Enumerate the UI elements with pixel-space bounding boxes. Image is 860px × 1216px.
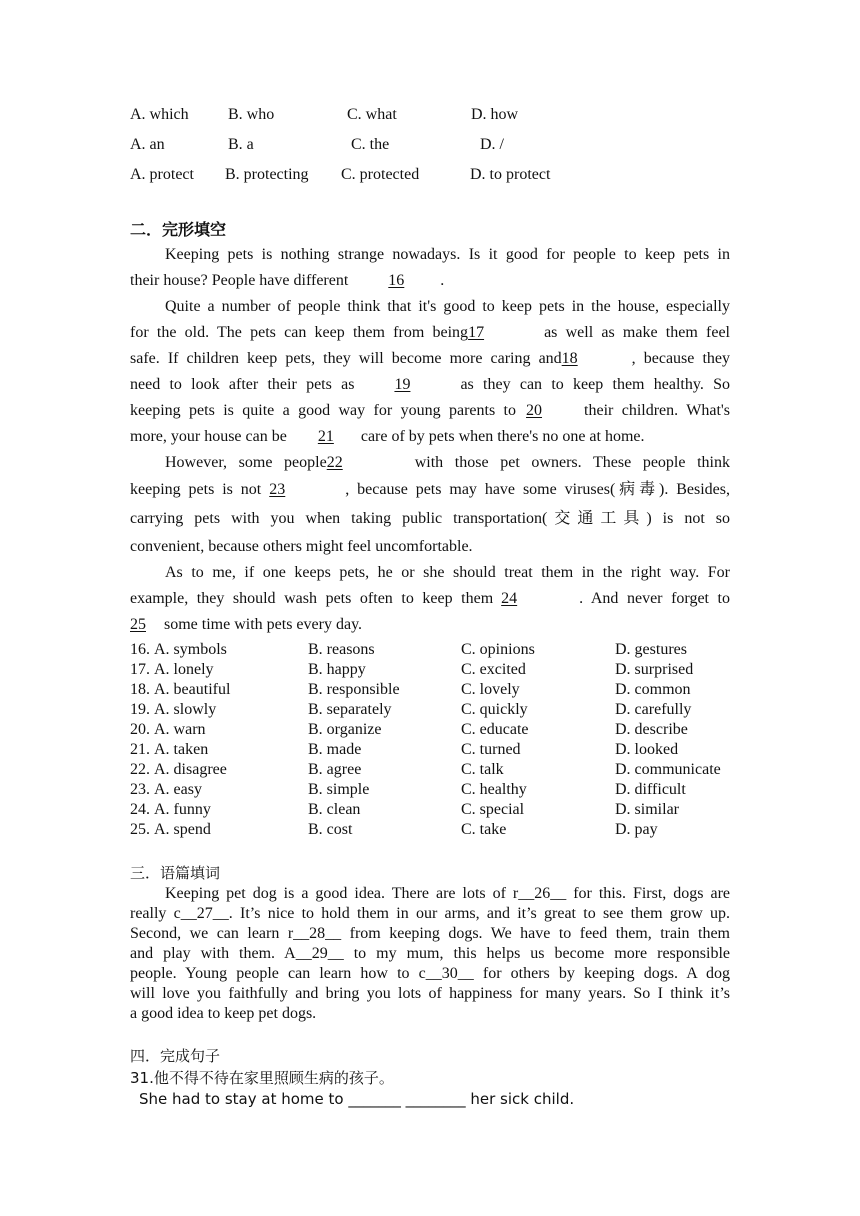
passage-line: [130, 398, 730, 424]
section-heading-cloze: 二．完形填空: [130, 220, 227, 239]
passage-text: for the old. The pets can keep them from being: [130, 324, 469, 341]
passage-line: [130, 477, 730, 503]
passage-line: Keeping pets is nothing strange nowadays. Is it good for people to keep pets in: [165, 246, 730, 263]
passage-text: with those pet owners. These people think: [414, 454, 731, 471]
blank-18: 18: [561, 350, 578, 367]
choice-b: B. happy: [308, 661, 366, 678]
passage-text: need to look after their pets as: [130, 376, 355, 393]
question-number: 20.: [130, 721, 150, 738]
passage-line: really c__27__. It’s nice to hold them in our arms, and it’s great to see them grow up.: [130, 905, 730, 922]
choice-b: B. clean: [308, 801, 361, 818]
question-number: 22.: [130, 761, 150, 778]
passage-line: [130, 320, 730, 346]
choice-b: B. responsible: [308, 681, 400, 698]
passage-line: [130, 612, 730, 638]
choice-d: D. looked: [615, 741, 679, 758]
passage-text: care of by pets when there's no one at home.: [360, 428, 645, 445]
choice-a: A. taken: [154, 741, 209, 758]
choice-d: D. describe: [615, 721, 688, 738]
passage-line: example, they should wash pets often to keep them 24 . And never forget to: [130, 586, 730, 612]
passage-text: safe. If children keep pets, they will become more caring and: [130, 350, 562, 367]
choice-a: A. slowly: [154, 701, 217, 718]
passage-line: carrying pets with you when taking public transportation(交通工具) is not so: [130, 510, 730, 527]
choice-d: D. surprised: [615, 661, 694, 678]
choice-a: A. warn: [154, 721, 206, 738]
section-heading-word-fill: 三．语篇填词: [130, 864, 221, 882]
question-31: 31.他不得不待在家里照顾生病的孩子。: [130, 1069, 394, 1087]
question-number: 17.: [130, 661, 150, 678]
passage-line: Keeping pet dog is a good idea. There are lots of r__26__ for this. First, dogs are: [165, 885, 730, 902]
choice-c: C. turned: [461, 741, 521, 758]
blank-21: 21: [317, 428, 334, 445]
choice-d: D. communicate: [615, 761, 721, 778]
choice-b: B. cost: [308, 821, 353, 838]
passage-text: some time with pets every day.: [164, 616, 363, 633]
passage-line: and play with them. A__29__ to my mum, this helps us become more responsible: [130, 945, 730, 962]
option-d: D. /: [480, 136, 504, 153]
blank-19: 19: [394, 376, 411, 393]
passage-text: as well as make them feel: [544, 324, 730, 341]
choice-d: D. similar: [615, 801, 679, 818]
choice-b: B. reasons: [308, 641, 375, 658]
choice-b: B. made: [308, 741, 362, 758]
choice-a: A. spend: [154, 821, 211, 838]
choice-b: B. separately: [308, 701, 392, 718]
blank-20: 20: [526, 402, 543, 419]
question-number: 19.: [130, 701, 150, 718]
option-c: C. the: [351, 136, 390, 153]
passage-line: As to me, if one keeps pets, he or she should treat them in the right way. For: [165, 564, 730, 581]
blank-23: 23: [269, 481, 286, 498]
blank-25: 25: [130, 616, 146, 633]
passage-text: keeping pets is not: [130, 481, 262, 498]
passage-line: [130, 346, 730, 372]
blank-24: 24: [501, 590, 518, 607]
choice-a: A. symbols: [154, 641, 227, 658]
question-number: 18.: [130, 681, 150, 698]
passage-text: , because they: [631, 350, 730, 367]
answer-line-31: She had to stay at home to _______ ________ her sick child.: [139, 1090, 575, 1108]
passage-line: [130, 424, 730, 450]
passage-text: keeping pets is quite a good way for young parents to: [130, 402, 517, 419]
choice-a: A. beautiful: [154, 681, 231, 698]
passage-line: Second, we can learn r__28__ from keeping dogs. We have to feed them, train them: [130, 925, 730, 942]
option-a: A. protect: [130, 166, 194, 183]
passage-text: their house? People have different: [130, 272, 349, 289]
question-number: 25.: [130, 821, 150, 838]
option-a: A. which: [130, 106, 189, 123]
choice-d: D. gestures: [615, 641, 687, 658]
choice-c: C. healthy: [461, 781, 527, 798]
passage-text: example, they should wash pets often to keep them: [130, 590, 494, 607]
question-number: 21.: [130, 741, 150, 758]
choice-d: D. difficult: [615, 781, 686, 798]
blank-16: 16: [388, 272, 405, 289]
choice-a: A. disagree: [154, 761, 227, 778]
option-b: B. who: [228, 106, 275, 123]
option-c: C. protected: [341, 166, 420, 183]
choice-b: B. agree: [308, 761, 362, 778]
passage-line: convenient, because others might feel uncomfortable.: [130, 538, 473, 555]
passage-line: [130, 450, 730, 476]
option-a: A. an: [130, 136, 165, 153]
option-d: D. to protect: [470, 166, 551, 183]
option-b: B. a: [228, 136, 254, 153]
choice-c: C. lovely: [461, 681, 520, 698]
choice-c: C. excited: [461, 661, 526, 678]
choice-c: C. take: [461, 821, 507, 838]
passage-text: , because pets may have some viruses(病毒). Besides,: [345, 481, 730, 498]
blank-22: 22: [326, 454, 343, 471]
section-heading-complete-sentences: 四．完成句子: [130, 1047, 221, 1065]
question-number: 24.: [130, 801, 150, 818]
choice-c: C. quickly: [461, 701, 528, 718]
choice-a: A. lonely: [154, 661, 214, 678]
passage-text: more, your house can be: [130, 428, 287, 445]
choice-a: A. easy: [154, 781, 202, 798]
passage-line: a good idea to keep pet dogs.: [130, 1005, 317, 1022]
choice-d: D. common: [615, 681, 691, 698]
passage-line: [130, 372, 730, 398]
choice-c: C. educate: [461, 721, 529, 738]
choice-a: A. funny: [154, 801, 211, 818]
choice-c: C. opinions: [461, 641, 535, 658]
blank-17: 17: [468, 324, 485, 341]
option-d: D. how: [471, 106, 519, 123]
passage-text: as they can to keep them healthy. So: [460, 376, 730, 393]
choice-b: B. organize: [308, 721, 382, 738]
choice-c: C. special: [461, 801, 525, 818]
option-b: B. protecting: [225, 166, 309, 183]
passage-line: people. Young people can learn how to c__30__ for others by keeping dogs. A dog: [130, 965, 730, 982]
passage-line: Quite a number of people think that it's good to keep pets in the house, especially: [165, 298, 730, 315]
passage-text: their children. What's: [584, 402, 730, 419]
option-c: C. what: [347, 106, 397, 123]
passage-line: will love you faithfully and bring you lots of happiness for many years. So I think it’s: [130, 985, 730, 1002]
choice-b: B. simple: [308, 781, 370, 798]
question-number: 16.: [130, 641, 150, 658]
passage-text: However, some people: [165, 454, 327, 471]
question-number: 23.: [130, 781, 150, 798]
choice-d: D. carefully: [615, 701, 692, 718]
passage-line: their house? People have different 16 .: [130, 268, 730, 294]
choice-d: D. pay: [615, 821, 658, 838]
choice-c: C. talk: [461, 761, 504, 778]
